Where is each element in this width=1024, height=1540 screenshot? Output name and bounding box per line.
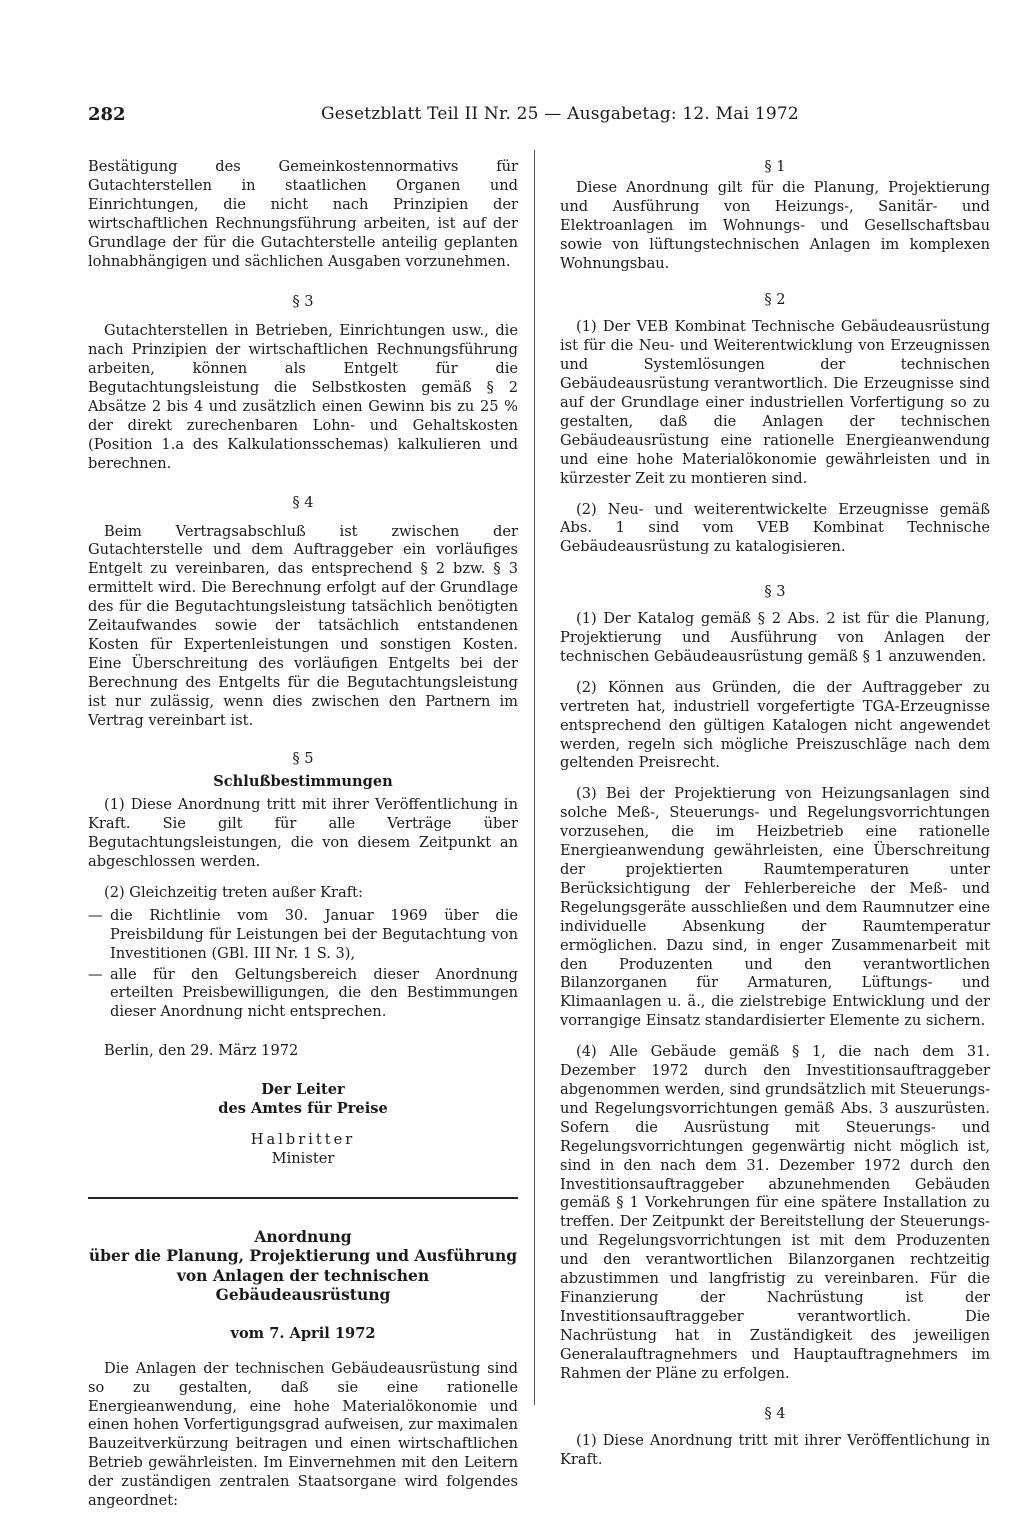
- list-item-text: alle für den Geltungsbereich dieser Anordnung erteilten Preisbewilligungen, die den Bestimmungen dieser Anordnung nicht entsprechen.: [110, 965, 518, 1021]
- section-heading-3: § 3: [292, 293, 314, 311]
- order-title-2: über die Planung, Projektierung und Ausführung: [88, 1246, 518, 1266]
- section-heading-2: § 2: [764, 291, 786, 309]
- section-3-paragraph-4: (4) Alle Gebäude gemäß § 1, die nach dem 31. Dezember 1972 durch den Investitionsauftraggeber abgenommen werden, sind grundsätzlich mit Steuerungs- und Regelungsvorrichtungen gemäß Abs. 3 auszurüsten. Sofern die Ausrüstung mit Steuerungs- und Regelungsvorrichtungen gegenwärtig nicht möglich ist, sind in den nach dem 31. Dezember 1972 durch den Investitionsauftraggeber abzunehmenden Gebäuden gemäß § 1 Vorkehrungen für eine spätere Installation zu treffen. Der Zeitpunkt der Bereitstellung der Steuerungs- und Regelungsvorrichtungen ist mit dem Produzenten und den verantwortlichen Bilanzorganen rechtzeitig abzustimmen und langfristig zu vereinbaren. Für die Finanzierung der Nachrüstung ist der Investitionsauftraggeber verantwortlich. Die Nachrüstung hat in Zuständigkeit des jeweiligen Generalauftragnehmers und Hauptauftragnehmers im Rahmen der Pläne zu erfolgen.: [560, 1043, 990, 1382]
- section-1-text: Diese Anordnung gilt für die Planung, Projektierung und Ausführung von Heizungs-, Sanitär- und Elektroanlagen im Wohnungs- und Gesellschaftsbau sowie von lüftungstechnischen Anlagen im komplexen Wohnungsbau.: [560, 178, 990, 272]
- signatory-title: Minister: [271, 1149, 335, 1167]
- signatory-line-2: des Amtes für Preise: [218, 1100, 388, 1118]
- section-5-title: Schlußbestimmungen: [213, 773, 393, 791]
- section-heading-1: § 1: [764, 158, 786, 175]
- section-heading-4: § 4: [292, 493, 314, 511]
- dash-marker: —: [88, 965, 103, 983]
- section-2-paragraph-1: (1) Der VEB Kombinat Technische Gebäudeausrüstung ist für die Neu- und Weiterentwicklung von Erzeugnissen und Systemlösungen der technischen Gebäudeausrüstung verantwortlich. Die Erzeugnisse sind auf der Grundlage einer industriellen Vorfertigung so zu gestalten, daß die Anlagen der technischen Gebäudeausrüstung eine rationelle Energieanwendung und eine hohe Materialökonomie gewährleisten und in kürzester Zeit zu montieren sind.: [560, 318, 990, 487]
- list-item: [88, 907, 518, 964]
- preamble: Die Anlagen der technischen Gebäudeausrüstung sind so zu gestalten, daß sie eine rationelle Energieanwendung, eine hohe Materialökonomie und einen hohen Vorfertigungsgrad aufweisen, zur maximalen Bauzeitverkürzung beitragen und einen wirtschaftlichen Betrieb gewährleisten. Im Einvernehmen mit den Leitern der zuständigen zentralen Staatsorgane wird folgendes angeordnet:: [88, 1359, 518, 1510]
- section-4-paragraph-1: (1) Diese Anordnung tritt mit ihrer Veröffentlichung in Kraft.: [560, 1432, 990, 1469]
- dash-marker: —: [88, 906, 103, 924]
- section-3-text: Gutachterstellen in Betrieben, Einrichtungen usw., die nach Prinzipien der wirtschaftlichen Rechnungsführung arbeiten, können als Entgelt für die Begutachtungsleistung die Selbstkosten gemäß § 2 Absätze 2 bis 4 und zusätzlich einen Gewinn bis zu 25 % der direkt zurechenbaren Lohn- und Gehaltskosten (Position 1.a des Kalkulationsschemas) kalkulieren und berechnen.: [88, 322, 518, 472]
- section-3-paragraph-3: (3) Bei der Projektierung von Heizungsanlagen sind solche Meß-, Steuerungs- und Regelungsvorrichtungen vorzusehen, die im Heizbetrieb eine rationelle Energieanwendung gewährleisten, eine Überschreitung der projektierten Raumtemperaturen unter Berücksichtigung der Fehlerbereiche der Meß- und Regelungsgeräte ausschließen und dem Raumnutzer eine individuelle Absenkung der Raumtemperatur ermöglichen. Dazu sind, in enger Zusammenarbeit mit den Produzenten und den verantwortlichen Bilanzorganen für Armaturen, Lüftungs- und Klimaanlagen u. ä., die zielstrebige Entwicklung und der vorrangige Einsatz standardisierter Elemente zu sichern.: [560, 785, 990, 1030]
- list-item: [88, 966, 518, 1023]
- column-divider: [534, 150, 535, 1405]
- running-title: Gesetzblatt Teil II Nr. 25 — Ausgabetag: 12. Mai 1972: [321, 104, 799, 124]
- list-item-text: die Richtlinie vom 30. Januar 1969 über die Preisbildung für Leistungen bei der Begutachtung von Investitionen (GBl. III Nr. 1 S. 3),: [110, 906, 518, 962]
- section-heading-5: § 5: [292, 750, 314, 768]
- section-3-paragraph-2: (2) Können aus Gründen, die der Auftraggeber zu vertreten hat, industriell vorgefertigte TGA-Erzeugnisse entsprechend den gültigen Katalogen nicht angewendet werden, regeln sich mögliche Preiszuschläge nach dem geltenden Preisrecht.: [560, 678, 990, 772]
- page-number: 282: [88, 104, 126, 125]
- section-heading-3: § 3: [764, 583, 786, 601]
- section-4-text: Beim Vertragsabschluß ist zwischen der Gutachterstelle und dem Auftraggeber ein vorläufiges Entgelt zu vereinbaren, das entsprechend § 2 bzw. § 3 ermittelt wird. Die Berechnung erfolgt auf der Grundlage des für die Begutachtungsleistung tatsächlich benötigten Zeitaufwandes sowie der tatsächlich entstandenen Kosten für Expertenleistungen und sonstigen Kosten. Eine Überschreitung des vorläufigen Entgelts bei der Berechnung des Entgelts für die Begutachtungsleistung ist nur zulässig, wenn dies zwischen den Partnern im Vertrag vereinbart ist.: [88, 522, 518, 729]
- left-column: [88, 158, 518, 1511]
- section-3-paragraph-1: (1) Der Katalog gemäß § 2 Abs. 2 ist für die Planung, Projektierung und Ausführung von Anlagen der technischen Gebäudeausrüstung gemäß § 1 anzuwenden.: [560, 610, 990, 665]
- order-title-1: Anordnung: [254, 1226, 352, 1246]
- signatory-line-1: Der Leiter: [261, 1081, 345, 1099]
- section-5-paragraph-1: (1) Diese Anordnung tritt mit ihrer Veröffentlichung in Kraft. Sie gilt für alle Verträge über Begutachtungsleistungen, die von diesem Zeitpunkt an abgeschlossen werden.: [88, 796, 518, 870]
- right-column: [560, 158, 990, 1470]
- signatory-name: Halbritter: [250, 1130, 356, 1148]
- section-heading-4: § 4: [764, 1405, 786, 1423]
- section-rule: [88, 1197, 518, 1199]
- section-5-paragraph-2: (2) Gleichzeitig treten außer Kraft:: [104, 883, 363, 901]
- section-2-paragraph-2: (2) Neu- und weiterentwickelte Erzeugnisse gemäß Abs. 1 sind vom VEB Kombinat Technische Gebäudeausrüstung zu katalogisieren.: [560, 500, 990, 556]
- order-title-3: von Anlagen der technischen Gebäudeausrüstung: [176, 1265, 430, 1305]
- page-header: [88, 104, 988, 130]
- order-date: vom 7. April 1972: [230, 1324, 376, 1342]
- place-and-date: Berlin, den 29. März 1972: [104, 1042, 299, 1060]
- intro-paragraph: Bestätigung des Gemeinkostennormativs für Gutachterstellen in staatlichen Organen und Einrichtungen, die nicht nach Prinzipien der wirtschaftlichen Rechnungsführung arbeiten, ist auf der Grundlage der für die Gutachterstelle anteilig geplanten lohnabhängigen und sächlichen Ausgaben vorzunehmen.: [88, 158, 518, 270]
